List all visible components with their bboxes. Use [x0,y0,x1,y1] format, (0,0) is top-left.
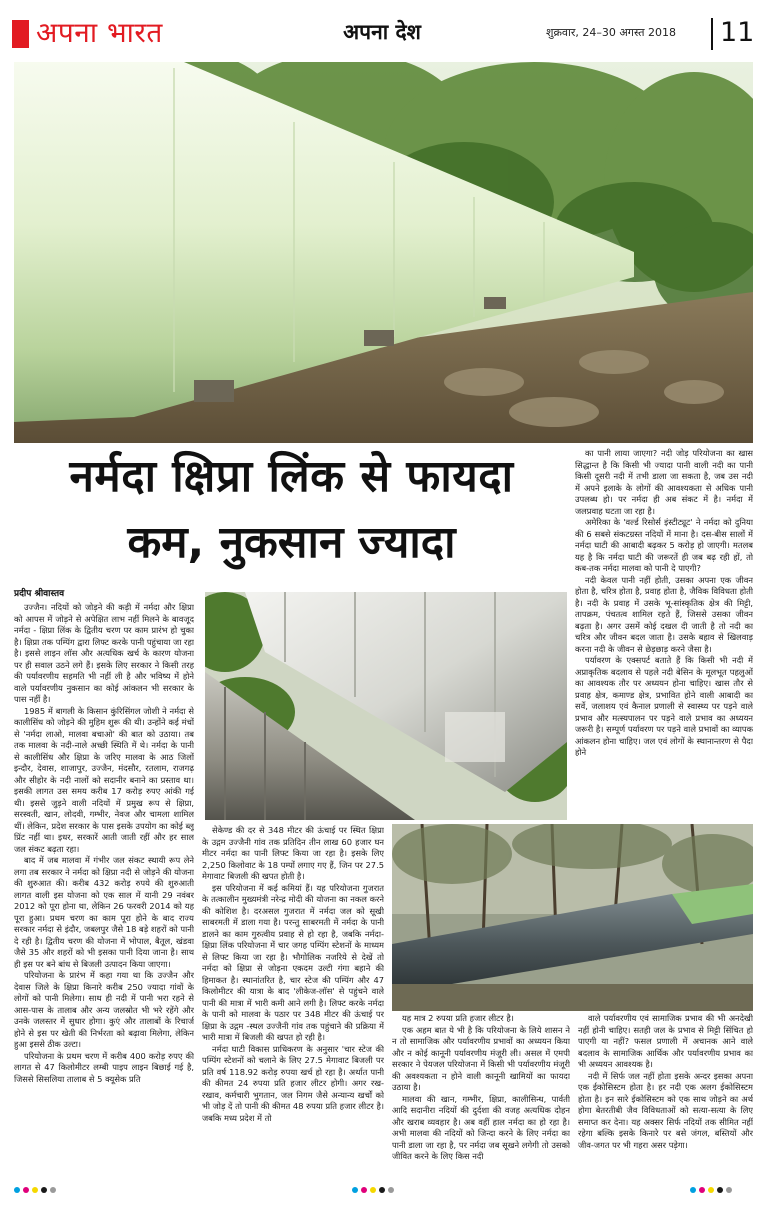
pipeline-trees-photo [392,824,753,1011]
paragraph: पर्यावरण के एक्सपर्ट बताते हैं कि किसी भी नदी में अप्राकृतिक बदलाव से पहले नदी बेसिन के मूलभूत पहलुओं का आवश्यक तौर पर अध्ययन होना चाहिए। खास तौर से प्रवाह क्षेत्र, कमाण्ड क्षेत्र, प्रभावित होने वाली आबादी का सर्वे, जलाशय एवं कैनाल प्रणाली से स्वास्थ्य पर पड़ने वाले प्रभाव और मत्स्यपालन पर पड़ने वाले प्रभाव का अध्ययन जरूरी है। सम्पूर्ण पर्यावरण पर पड़ने वाले प्रभावों का व्यापक आंकलन होना चाहिए। जल एवं लोगों के स्थानान्तरण से पैदा होने [575,655,753,757]
headline-line-2: कम, नुकसान ज्यादा [127,517,456,568]
paragraph: का पानी लाया जाएगा? नदी जोड़ परियोजना का खास सिद्धान्त है कि किसी भी ज्यादा पानी वाली नदी का पानी किसी दूसरी नदी में तभी डाला जा सकता है, जब उस नदी में अपने इलाके के लोगों की आवश्यकता से अधिक पानी उपलब्ध हो। पर नर्मदा ही अब संकट में है। नर्मदा में जलप्रवाह घटता जा रहा है। [575,448,753,516]
color-mark [370,1187,376,1193]
color-registration-marks [14,1187,56,1193]
paragraph: 1985 में बागली के किसान कुंरिसिंगल जोशी ने नर्मदा से कालीसिंध को जोड़ने की मुहिम शुरू की थी। उन्होंने कई मंचों से 'नर्मदा लाओ, मालवा बचाओ' की बात को उठाया। तब तक मालवा के नदी-नाले अच्छी स्थिति में थे। नर्मदा के पानी से कालीसिंध और क्षिप्रा के जरिए मालवा के आठ जिलों इन्दौर, देवास, शाजापुर, उज्जैन, मंदसौर, रतलाम, राजगढ़ और सीहोर के नदी नालों को सदानीर बनाने का प्रस्ताव था। इसकी लागत उस समय करीब 17 करोड़ रुपए आंकी गई थी। इससे जुड़ने वाली नदियों में प्रमुख रूप से क्षिप्रा, सरस्वती, खान, लोदवी, गम्भीर, नेवज और चामला शामिल थीं। लेकिन, प्रदेश सरकार के पास इसके उपयोग का कोई ब्लू प्रिंट नहीं था। इधर, सरकारें आती जाती रहीं और हर साल जल संकट बढ़ता रहा। [14,705,194,854]
color-mark [388,1187,394,1193]
color-registration-marks [690,1187,732,1193]
paragraph: उज्जैन। नदियों को जोड़ने की कड़ी में नर्मदा और क्षिप्रा को आपस में जोड़ने से अपेक्षित लाभ नहीं मिलने के बावजूद नर्मदा - क्षिप्रा लिंक के द्वितीय चरण पर काम प्रारंभ हो चुका है। क्षिप्रा तक पम्पिंग द्वारा लिफ्ट करके पानी पहुंचाया जा रहा है। इससे लाइन लॉस और अत्यधिक खर्च के कारण योजना पर ही सवाल उठने लगे हैं। इसके लिए सरकार ने किसी तरह की पर्यावरणीय सहमति भी नहीं ली है और भविष्य में होने वाले पर्यावरणीय नुकसान का कोई आंकलन भी सरकार के पास नहीं है। [14,602,194,704]
pipeline-forest-photo [14,62,753,443]
color-registration-marks [352,1187,394,1193]
paragraph: एक अहम बात ये भी है कि परियोजना के लिये शासन ने न तो सामाजिक और पर्यावरणीय प्रभावों का अध्ययन किया और न कोई कानूनी पर्यावरणीय मंजूरी ली। असल में एमपी सरकार ने पेयजल परियोजना में किसी भी पर्यावरणीय मंजूरी की अवश्यकता न होने वाली कानूनी खामियों का फायदा उठाया है। [392,1024,570,1092]
article-column-1 [14,602,194,1198]
masthead-divider [711,18,713,50]
color-mark [41,1187,47,1193]
paragraph: बाद में जब मालवा में गंभीर जल संकट स्थायी रूप लेने लगा तब सरकार ने नर्मदा को क्षिप्रा नदी से जोड़ने की योजना की शुरुआत की। करीब 432 करोड़ रुपये की शुरुआती लागत वाली इस योजना को एक साल में यानी 29 नवंबर 2012 को पूरा होना था, लेकिन 26 फरवरी 2014 को यह पूरा हुआ। प्रथम चरण का काम पूरा होने के बाद राज्य सरकार नर्मदा से इंदौर, जबलपुर जैसे 18 बड़े शहरों को पानी दे रही है। द्वितीय चरण की योजना में भोपाल, बैतूल, खंडवा जैसे 35 और शहरों को भी इसका पानी दिया जाना है। साथ ही इस पर बने बांध से बिजली उत्पादन किया जाएगा। [14,855,194,969]
paragraph: अमेरिका के 'वर्ल्ड रिसोर्स इंस्टीट्यूट' ने नर्मदा को दुनिया की 6 सबसे संकटग्रस्त नदियों में माना है। दस-बीस सालों में नर्मदा घाटी की आबादी बढ़कर 5 करोड़ हो जाएगी। मतलब यह है कि नर्मदा घाटी की जरूरतें ही जब बढ़ रही हों, तो कब-तक नर्मदा मालवा को पानी दे पाएगी? [575,517,753,573]
article-column-3-top [575,448,753,813]
color-mark [352,1187,358,1193]
color-mark [361,1187,367,1193]
article-headline [14,448,569,574]
paragraph: यह मात्र 2 रुपया प्रति हजार लीटर है। [402,1013,514,1023]
color-mark [379,1187,385,1193]
color-mark [32,1187,38,1193]
paragraph: मालवा की खान, गम्भीर, क्षिप्रा, कालीसिन्ध, पार्वती आदि सदानीरा नदियों की दुर्दशा की वजह अत्यधिक दोहन और खराब व्यवहार है। अब वहीं हाल नर्मदा का हो रहा है। अभी मालवा की नदियों को जिन्दा करने के लिए नर्मदा का पानी डाला जा रहा है, पर नर्मदा जब सूखने लगेगी तो उसको जीवित करने के लिए किस नदी [392,1093,570,1161]
byline: प्रदीप श्रीवास्तव [14,589,65,599]
color-mark [14,1187,20,1193]
paragraph: वाले पर्यावरणीय एवं सामाजिक प्रभाव की भी अनदेखी नहीं होनी चाहिए। सतही जल के प्रभाव से मिट्टी सिंचित हो पाएगी या नहीं? फसल प्रणाली में अचानक आने वाले बदलाव के सामाजिक आर्थिक और पर्यावरणीय प्रभाव का भी अध्ययन आवश्यक है। [578,1013,753,1069]
color-mark [717,1187,723,1193]
paragraph: परियोजना के प्रथम चरण में करीब 400 करोड़ रुपए की लागत से 47 किलोमीटर लम्बी पाइप लाइन बिछाई गई है, जिससे सिसलिया तालाब से 5 क्यूसेक प्रति [14,1050,194,1084]
color-mark [708,1187,714,1193]
newspaper-brand: अपना भारत [36,16,163,49]
paragraph: नदी केवल पानी नहीं होती, उसका अपना एक जीवन होता है, चरित्र होता है, प्रवाह होता है, जैविक विविधता होती है। नदी के प्रवाह में उसके भू-सांस्कृतिक क्षेत्र की मिट्टी, तापक्रम, पंचतत्व शामिल रहते हैं, जिससे उसका जीवन बढ़ता है। अगर उसमें कोई दखल दी जाती है तो नदी का चरित्र और जीवन बदल जाता है। उसके बहाव से खिलवाड़ करना नदी के जीवन से छेड़छाड़ करने जैसा है। [575,574,753,654]
color-mark [690,1187,696,1193]
pipeline-closeup-photo [205,592,567,820]
color-mark [726,1187,732,1193]
color-mark [50,1187,56,1193]
headline-line-1: नर्मदा क्षिप्रा लिंक से फायदा [69,451,514,502]
color-mark [23,1187,29,1193]
article-column-3-bottom [392,1013,570,1199]
page-number: 11 [720,17,755,48]
paragraph: परियोजना के प्रारंभ में कहा गया था कि उज्जैन और देवास जिले के क्षिप्रा किनारे करीब 250 ज्यादा गांवों के लोगों को पानी मिलेगा। साथ ही नदी में पानी भरा रहने से आस-पास के तालाब और अन्य जलस्रोत भी भरे रहेंगे और उनके जलस्तर में सुधार होगा। कुएं और तालाबों के रिचार्ज होने से इस पर खेती की निर्भरता को बढ़ावा मिलेगा, लेकिन हुआ इससे ठीक उल्टा। [14,970,194,1049]
issue-date: शुक्रवार, 24–30 अगस्त 2018 [546,26,677,39]
paragraph: इस परियोजना में कई कमियां हैं। यह परियोजना गुजरात के तत्कालीन मुख्यमंत्री नरेन्द्र मोदी की योजना का नकल करने की कोशिश है। दरअसल गुजरात में नर्मदा जल को सूखी साबरमती में डाला गया है। परन्तु साबरमती में नर्मदा के पानी डालने का काम गुरुत्वीय प्रवाह से हो रहा है, जबकि नर्मदा-क्षिप्रा लिंक परियोजना में चार जगह पम्पिंग स्टेशनों के माध्यम से लिफ्ट किया जा रहा है। भौगोलिक नजरिये से देखें तो नर्मदा को क्षिप्रा से जोड़ना एकदम उल्टी गंगा बहाने की हिमाकत है। स्थानांतरित है, चार स्टेज की पम्पिंग और 47 किलोमीटर की यात्रा के बाद 'लीकेज-लॉस' से पहुंचने वाले पानी की मात्रा में भारी कमी आने लगी है। लिफ्ट करके नर्मदा के पानी को मालवा के पठार पर 348 मीटर की ऊंचाई पर क्षिप्रा के उद्गम -स्थल उज्जैनी गांव तक पहुंचाने की प्रक्रिया में भारी मात्रा में बिजली की खपत हो रही है। [202,882,384,1042]
article-column-2 [202,825,384,1199]
color-mark [699,1187,705,1193]
section-title: अपना देश [343,19,421,44]
article-column-4-bottom [578,1013,753,1199]
paragraph: नदी में सिर्फ जल नहीं होता इसके अन्दर इसका अपना एक ईकोसिस्टम होता है। हर नदी एक अलग ईकोसिस्टम होता है। इन सारे ईकोसिस्टम को एक साथ जोड़ने का अर्थ होगा बेतरतीबी जैव विविधताओं को सत्या-सत्या के लिए समाप्त कर देना। यह अक्सर सिर्फ नदियों तक सीमित नहीं रहेगा बल्कि इसके किनारे पर बसे जंगल, बस्तियों और जीव-जगत पर भी गहरा असर पड़ेगा। [578,1070,753,1150]
paragraph: नर्मदा घाटी विकास प्राधिकरण के अनुसार 'चार स्टेज की पम्पिंग स्टेशनों को चलाने के लिए 27.5 मेगावाट बिजली पर प्रति वर्ष 118.92 करोड़ रुपया खर्च हो रहा है। अर्थात पानी की कीमत 24 रुपया प्रति हजार लीटर होगी। अगर रख-रखाव, कर्मचारी भुगतान, जल निगम जैसे अन्यान्य खर्चों को भी जोड़ दें तो पानी की कीमत 48 रुपया प्रति हजार लीटर है। जबकि मध्य प्रदेश में तो [202,1043,384,1123]
masthead-red-bar [12,20,29,48]
paragraph: सेकेण्ड की दर से 348 मीटर की ऊंचाई पर स्थित क्षिप्रा के उद्गम उज्जैनी गांव तक प्रतिदिन तीन लाख 60 हजार घन मीटर नर्मदा का पानी लिफ्ट किया जा रहा है। इसके लिए 2,250 किलोवाट के 18 पम्पों लगाए गए हैं, जिन पर 27.5 मेगावाट बिजली की खपत होती है। [202,825,384,881]
